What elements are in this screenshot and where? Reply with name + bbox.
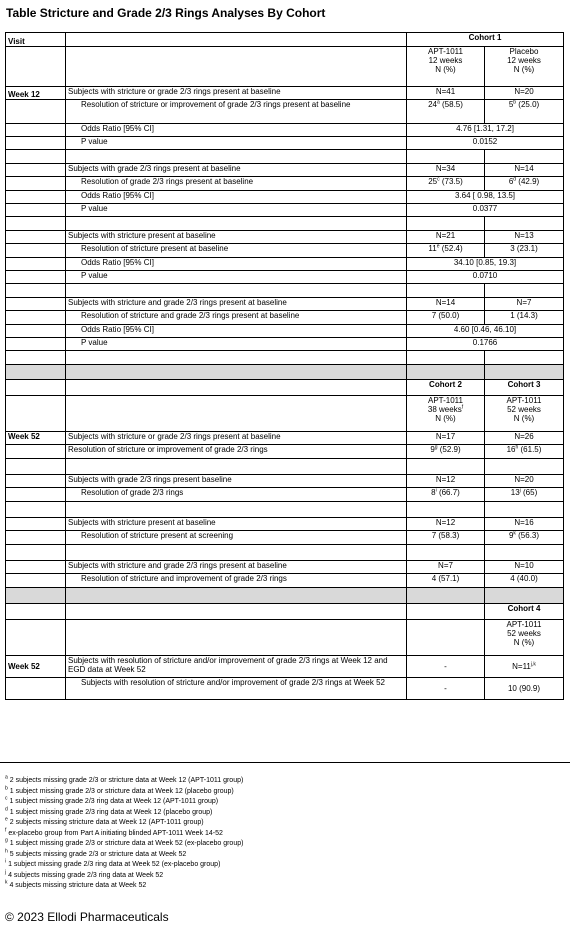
result-value [485, 574, 564, 588]
arm-header [407, 396, 485, 432]
empty-cell [407, 365, 485, 380]
empty-cell [66, 217, 407, 231]
resolution-label: Resolution of grade 2/3 rings [66, 488, 407, 502]
empty-cell [407, 620, 485, 656]
footnote-text: 4 subjects missing grade 2/3 ring data at Week 52 [6, 871, 164, 879]
subjects-label: Subjects with stricture and grade 2/3 rings present at baseline [66, 298, 407, 311]
table-row [6, 380, 564, 396]
footnote-marker: h [5, 848, 8, 855]
table-row [6, 124, 564, 137]
table-row [6, 204, 564, 217]
odds-ratio-label: Odds Ratio [95% CI] [66, 325, 407, 338]
arm-name: APT-1011 [428, 396, 463, 405]
empty-cell [6, 124, 66, 137]
footnote-marker: k [513, 530, 516, 537]
footnote-text: 1 subject missing grade 2/3 or stricture data at Week 12 (placebo group) [7, 787, 234, 795]
footnote-text: 1 subject missing grade 2/3 or stricture data at Week 52 (ex-placebo group) [7, 840, 244, 847]
footnote-marker: c [5, 795, 8, 802]
result-value [485, 311, 564, 325]
empty-cell [66, 620, 407, 656]
cell-text: (52.4) [439, 244, 463, 253]
footnote-text: 2 subjects missing grade 2/3 or stricture data at Week 12 (APT-1011 group) [7, 777, 244, 784]
footnote-marker: g [5, 837, 8, 844]
empty-cell [407, 150, 485, 164]
footnote-divider [0, 762, 570, 763]
empty-cell [6, 531, 66, 545]
empty-cell [66, 365, 407, 380]
result-value [485, 488, 564, 502]
footnote-marker: h [515, 444, 519, 451]
footnote-text: 1 subject missing grade 2/3 ring data at Week 52 (ex-placebo group) [6, 861, 221, 868]
cell-text: 8 [431, 488, 436, 497]
empty-cell [66, 604, 407, 620]
empty-cell [6, 164, 66, 177]
arm-unit: N (%) [435, 65, 456, 74]
cell-text: (73.5) [439, 177, 463, 186]
table-row [6, 298, 564, 311]
cell-text: 5 [508, 100, 514, 109]
arm-unit: N (%) [513, 638, 535, 647]
arm-duration: 12 weeks [428, 56, 463, 65]
footnote [5, 808, 243, 819]
footnote-marker: c [437, 176, 440, 183]
odds-ratio-label: Odds Ratio [95% CI] [66, 258, 407, 271]
empty-cell [6, 396, 66, 432]
empty-cell [407, 604, 485, 620]
empty-cell [407, 217, 485, 231]
table-row [6, 177, 564, 191]
result-value [407, 177, 485, 191]
result-value [407, 445, 485, 459]
footnote-marker: i [5, 858, 7, 865]
table-row [6, 678, 564, 700]
n-value: N=14 [407, 298, 485, 311]
empty-cell [66, 502, 407, 518]
table-row [6, 445, 564, 459]
odds-ratio-label: Odds Ratio [95% CI] [66, 191, 407, 204]
result-value [485, 531, 564, 545]
arm-unit: N (%) [513, 65, 535, 74]
resolution-label: Resolution of grade 2/3 rings present at baseline [66, 177, 407, 191]
resolution-label: Resolution of stricture present at screening [66, 531, 407, 545]
table-body [6, 33, 564, 700]
table-row [6, 574, 564, 588]
table-row [6, 244, 564, 258]
n-value: N=7 [485, 298, 564, 311]
empty-cell [485, 217, 564, 231]
table-row [6, 604, 564, 620]
footnote-marker: a [5, 774, 8, 781]
empty-cell [6, 284, 66, 298]
empty-cell [6, 365, 66, 380]
empty-cell [407, 284, 485, 298]
arm-name: APT-1011 [506, 620, 542, 629]
cell-text: (66.7) [436, 488, 460, 497]
subjects-label: Subjects with stricture and grade 2/3 rings present at baseline [66, 561, 407, 574]
resolution-label: Resolution of stricture present at baseline [66, 244, 407, 258]
p-value-label: P value [66, 204, 407, 217]
cell-text: 7 [431, 311, 437, 320]
subjects-label: Subjects with stricture or grade 2/3 rings present at baseline [66, 432, 407, 445]
cell-text: N=11 [512, 662, 531, 671]
arm-duration: 52 weeks [507, 629, 541, 638]
result-value [407, 574, 485, 588]
n-value: N=16 [485, 518, 564, 531]
table-row [6, 150, 564, 164]
table-row [6, 656, 564, 678]
footnote-marker: b [513, 99, 517, 106]
empty-cell [6, 459, 66, 475]
footnote-text: ex-placebo group from Part A initiating blinded APT-1011 Week 14-52 [6, 829, 223, 837]
table-row [6, 432, 564, 445]
p-value: 0.0152 [407, 137, 564, 150]
table-row [6, 588, 564, 604]
n-value: N=10 [485, 561, 564, 574]
empty-cell [407, 502, 485, 518]
empty-cell [485, 545, 564, 561]
cell-text: (25.0) [516, 100, 540, 109]
empty-cell [6, 217, 66, 231]
results-table [5, 32, 564, 700]
subjects-label: Subjects with grade 2/3 rings present at baseline [66, 164, 407, 177]
table-row [6, 531, 564, 545]
table-row [6, 284, 564, 298]
footnote-text: 4 subjects missing stricture data at Week 52 [7, 882, 147, 889]
empty-cell [6, 488, 66, 502]
cell-text: 16 [506, 445, 516, 454]
cell-text: 24 [428, 100, 437, 109]
table-row [6, 396, 564, 432]
empty-cell [66, 459, 407, 475]
table-row [6, 271, 564, 284]
empty-cell [6, 47, 66, 87]
empty-cell [66, 351, 407, 365]
empty-cell [6, 177, 66, 191]
footnote-text: 5 subjects missing grade 2/3 or stricture data at Week 52 [7, 850, 187, 858]
empty-cell [485, 150, 564, 164]
n-value: N=7 [407, 561, 485, 574]
footnote [5, 829, 243, 840]
cell-text: 1 [510, 311, 515, 320]
result-value [485, 177, 564, 191]
empty-cell [66, 47, 407, 87]
cell-text: 9 [430, 445, 435, 454]
empty-cell [6, 475, 66, 488]
result-value [407, 244, 485, 258]
cell-text: 3 [510, 244, 515, 253]
table-row [6, 311, 564, 325]
arm-name: APT-1011 [428, 47, 463, 56]
copyright: © 2023 Ellodi Pharmaceuticals [5, 910, 169, 924]
footnote-marker: b [5, 785, 8, 792]
subjects-label: Subjects with stricture present at baseline [66, 231, 407, 244]
table-row [6, 325, 564, 338]
result-value [407, 488, 485, 502]
n-value: N=13 [485, 231, 564, 244]
cell-text: (52.9) [437, 445, 461, 454]
empty-cell [6, 298, 66, 311]
result-value [407, 531, 485, 545]
empty-cell [6, 191, 66, 204]
footnote [5, 860, 243, 871]
visit-label: Week 12 [6, 87, 66, 100]
empty-cell [6, 150, 66, 164]
arm-name: Placebo [509, 47, 539, 56]
empty-cell [485, 365, 564, 380]
n-value: N=34 [407, 164, 485, 177]
arm-duration [409, 405, 482, 414]
empty-cell [6, 204, 66, 217]
footnote [5, 787, 243, 798]
empty-cell [6, 271, 66, 284]
subjects-label: Subjects with grade 2/3 rings present baseline [66, 475, 407, 488]
footnote [5, 871, 243, 882]
cell-text: 13 [510, 488, 520, 497]
empty-cell [66, 150, 407, 164]
table-title: Table Stricture and Grade 2/3 Rings Analyses By Cohort [6, 6, 326, 20]
n-value: N=41 [407, 87, 485, 100]
cohort-header: Cohort 3 [485, 380, 564, 396]
visit-label: Week 52 [6, 656, 66, 678]
footnote [5, 776, 243, 787]
p-value: 0.0710 [407, 271, 564, 284]
odds-ratio-value: 4.60 [0.46, 46.10] [407, 325, 564, 338]
p-value: 0.1766 [407, 338, 564, 351]
footnote [5, 797, 243, 808]
footnote-text: 2 subjects missing stricture data at Week 12 (APT-1011 group) [7, 819, 204, 826]
empty-cell [6, 325, 66, 338]
resolution-label: Resolution of stricture or improvement of grade 2/3 rings [66, 445, 407, 459]
footnotes [5, 776, 243, 892]
cell-text: (56.3) [515, 531, 540, 540]
footnote-marker: d [513, 176, 517, 183]
footnote-marker: g [434, 444, 438, 451]
cell-text: (58.5) [439, 100, 463, 109]
arm-duration: 52 weeks [507, 405, 541, 414]
arm-name: APT-1011 [506, 396, 542, 405]
footnote-marker: i [435, 487, 437, 494]
empty-cell [66, 284, 407, 298]
cell-text: (57.1) [436, 574, 460, 583]
table-row [6, 545, 564, 561]
empty-cell [485, 588, 564, 604]
empty-cell [485, 351, 564, 365]
empty-cell [6, 502, 66, 518]
result-value: - [407, 678, 485, 700]
empty-cell [485, 502, 564, 518]
cohort-header: Cohort 4 [485, 604, 564, 620]
table-row [6, 258, 564, 271]
arm-duration: 12 weeks [507, 56, 541, 65]
table-row [6, 137, 564, 150]
p-value-label: P value [66, 338, 407, 351]
result-value [485, 244, 564, 258]
n-value: - [407, 656, 485, 678]
footnote [5, 818, 243, 829]
result-value [407, 311, 485, 325]
footnote-marker: a [437, 99, 440, 106]
footnote-marker: f [5, 827, 7, 834]
table-row [6, 338, 564, 351]
cell-text: 9 [508, 531, 514, 540]
odds-ratio-label: Odds Ratio [95% CI] [66, 124, 407, 137]
table-row [6, 231, 564, 244]
footnote [5, 839, 243, 850]
n-value: N=26 [485, 432, 564, 445]
subjects-label: Subjects with resolution of stricture and/or improvement of grade 2/3 rings at Week 12 and EGD data at Week 52 [66, 656, 407, 678]
cell-text: 25 [428, 177, 438, 186]
p-value-label: P value [66, 271, 407, 284]
table-row [6, 87, 564, 100]
empty-cell [66, 380, 407, 396]
empty-cell [485, 284, 564, 298]
empty-cell [6, 258, 66, 271]
p-value-label: P value [66, 137, 407, 150]
p-value: 0.0377 [407, 204, 564, 217]
result-value [407, 100, 485, 124]
arm-header [485, 620, 564, 656]
footnote-marker: j,k [530, 661, 536, 668]
resolution-label: Resolution of stricture or improvement of grade 2/3 rings present at baseline [66, 100, 407, 124]
cell-text: 7 [431, 531, 437, 540]
resolution-label: Subjects with resolution of stricture and/or improvement of grade 2/3 rings at Week 52 [66, 678, 407, 700]
n-value [485, 656, 564, 678]
cell-text: 6 [508, 177, 514, 186]
n-value: N=21 [407, 231, 485, 244]
n-value: N=17 [407, 432, 485, 445]
empty-cell [66, 545, 407, 561]
footnote-marker: j [519, 487, 521, 494]
table-row [6, 518, 564, 531]
empty-cell [66, 396, 407, 432]
odds-ratio-value: 3.64 [ 0.98, 13.5] [407, 191, 564, 204]
cell-text: (40.0) [514, 574, 538, 583]
result-value [485, 445, 564, 459]
cell-text: (42.9) [516, 177, 540, 186]
footnote [5, 850, 243, 861]
table-row [6, 100, 564, 124]
empty-cell [6, 561, 66, 574]
empty-cell [6, 137, 66, 150]
table-row [6, 502, 564, 518]
footnote-text: 1 subject missing grade 2/3 ring data at Week 12 (APT-1011 group) [7, 798, 219, 805]
visit-label: Week 52 [6, 432, 66, 445]
empty-cell [6, 100, 66, 124]
empty-cell [485, 459, 564, 475]
cell-text: (23.1) [514, 244, 538, 253]
resolution-label: Resolution of stricture and grade 2/3 rings present at baseline [66, 311, 407, 325]
arm-duration-text: 38 weeks [427, 405, 462, 414]
subjects-label: Subjects with stricture or grade 2/3 rings present at baseline [66, 87, 407, 100]
table-row [6, 459, 564, 475]
footnote-marker: d [5, 806, 8, 813]
footnote-marker: j [5, 869, 7, 876]
empty-cell [6, 678, 66, 700]
table-row [6, 191, 564, 204]
empty-cell [6, 380, 66, 396]
cell-text: 4 [510, 574, 515, 583]
table-row [6, 620, 564, 656]
footnote-marker: e [5, 816, 8, 823]
empty-cell [6, 588, 66, 604]
n-value: N=12 [407, 518, 485, 531]
empty-cell [407, 588, 485, 604]
n-value: N=20 [485, 475, 564, 488]
odds-ratio-value: 34.10 [0.85, 19.3] [407, 258, 564, 271]
empty-cell [6, 604, 66, 620]
cell-text: 11 [428, 244, 437, 253]
empty-cell [66, 33, 407, 47]
n-value: N=20 [485, 87, 564, 100]
result-value [485, 100, 564, 124]
table-row [6, 488, 564, 502]
empty-cell [6, 351, 66, 365]
table-row [6, 561, 564, 574]
cohort-header: Cohort 2 [407, 380, 485, 396]
footnote-text: 1 subject missing grade 2/3 ring data at Week 12 (placebo group) [7, 808, 213, 816]
empty-cell [66, 588, 407, 604]
n-value: N=12 [407, 475, 485, 488]
cell-text: (61.5) [518, 445, 542, 454]
empty-cell [6, 620, 66, 656]
resolution-label: Resolution of stricture and improvement of grade 2/3 rings [66, 574, 407, 588]
cohort-header: Cohort 1 [407, 33, 564, 47]
footnote-marker: f [461, 404, 464, 411]
footnote [5, 881, 243, 892]
table-row [6, 365, 564, 380]
empty-cell [407, 545, 485, 561]
arm-unit: N (%) [435, 414, 456, 423]
footnote-marker: k [5, 879, 8, 886]
empty-cell [6, 518, 66, 531]
table-row [6, 217, 564, 231]
empty-cell [6, 445, 66, 459]
arm-header [485, 396, 564, 432]
arm-header [485, 47, 564, 87]
cell-text: 4 [431, 574, 437, 583]
empty-cell [6, 545, 66, 561]
empty-cell [6, 244, 66, 258]
visit-header: Visit [6, 33, 66, 47]
table-row [6, 164, 564, 177]
cell-text: (14.3) [514, 311, 538, 320]
result-value: 10 (90.9) [485, 678, 564, 700]
subjects-label: Subjects with stricture present at baseline [66, 518, 407, 531]
arm-header [407, 47, 485, 87]
cell-text: (58.3) [436, 531, 460, 540]
odds-ratio-value: 4.76 [1.31, 17.2] [407, 124, 564, 137]
table-row [6, 351, 564, 365]
empty-cell [407, 351, 485, 365]
arm-unit: N (%) [513, 414, 535, 423]
n-value: N=14 [485, 164, 564, 177]
empty-cell [407, 459, 485, 475]
empty-cell [6, 231, 66, 244]
cell-text: (50.0) [436, 311, 460, 320]
table-row [6, 475, 564, 488]
footnote-marker: e [436, 243, 440, 250]
empty-cell [6, 338, 66, 351]
cell-text: (65) [520, 488, 538, 497]
empty-cell [6, 311, 66, 325]
empty-cell [6, 574, 66, 588]
